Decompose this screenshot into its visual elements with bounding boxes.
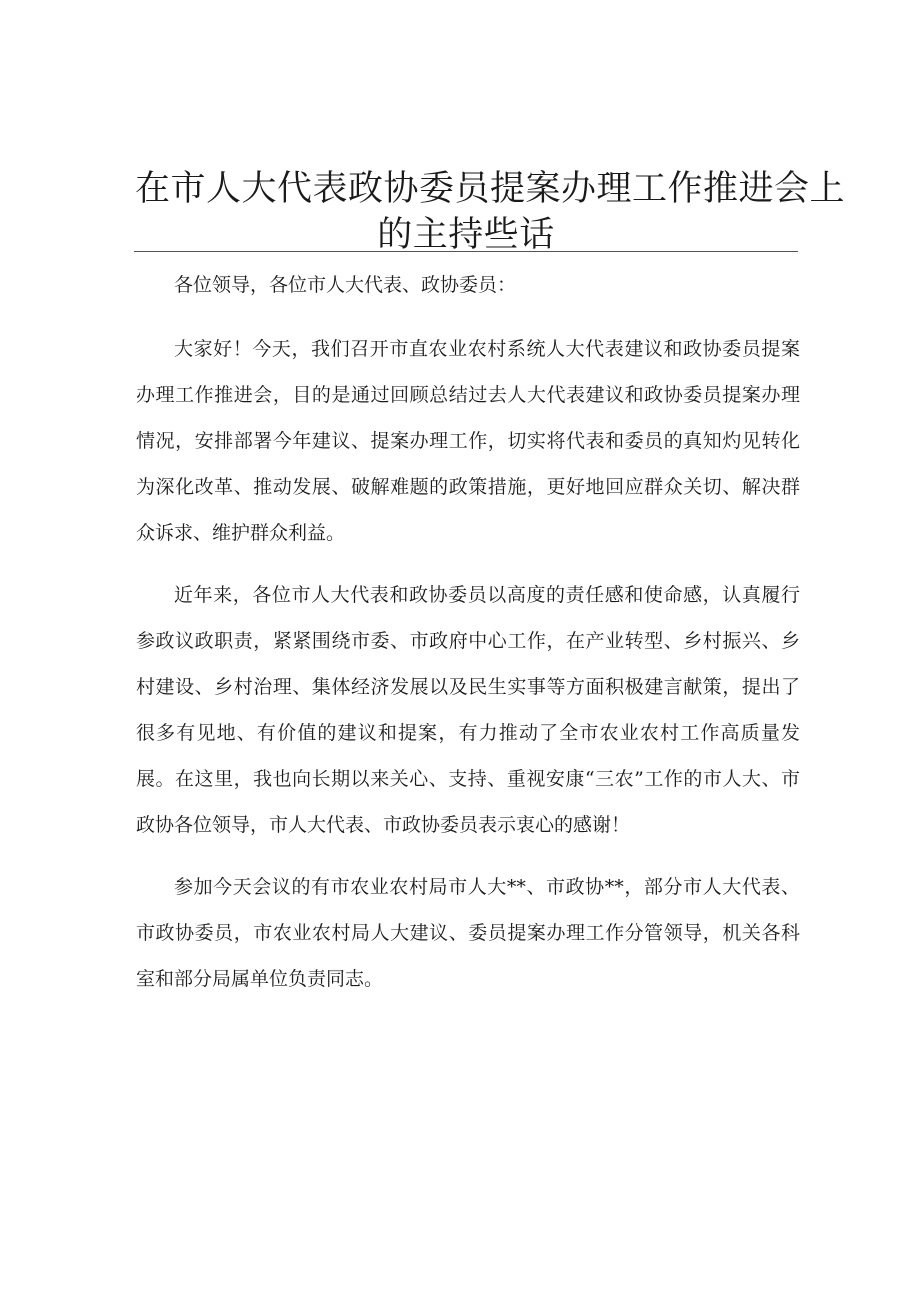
title-underline bbox=[134, 251, 798, 252]
title-line-1: 在市人大代表政协委员提案办理工作推进会上 bbox=[135, 169, 846, 209]
document-title bbox=[135, 166, 846, 258]
paragraph-1: 大家好！今天，我们召开市直农业农村系统人大代表建议和政协委员提案办理工作推进会，目的是通过回顾总结过去人大代表建议和政协委员提案办理情况，安排部署今年建议、提案办理工作，切实将代表和委员的真知灼见转化为深化改革、推动发展、破解难题的政策措施，更好地回应群众关切、解决群众诉求、维护群众利益。 bbox=[136, 338, 800, 544]
document-body bbox=[136, 262, 800, 1018]
paragraph-2: 近年来，各位市人大代表和政协委员以高度的责任感和使命感，认真履行参政议政职责，紧紧围绕市委、市政府中心工作，在产业转型、乡村振兴、乡村建设、乡村治理、集体经济发展以及民生实事等方面积极建言献策，提出了很多有见地、有价值的建议和提案，有力推动了全市农业农村工作高质量发展。在这里，我也向长期以来关心、支持、重视安康“三农”工作的市人大、市政协各位领导，市人大代表、市政协委员表示衷心的感谢！ bbox=[136, 584, 800, 836]
salutation: 各位领导，各位市人大代表、政协委员： bbox=[174, 274, 517, 296]
title-line-2: 的主持些话 bbox=[377, 215, 555, 255]
paragraph-3: 参加今天会议的有市农业农村局市人大**、市政协**，部分市人大代表、市政协委员，市农业农村局人大建议、委员提案办理工作分管领导，机关各科室和部分局属单位负责同志。 bbox=[136, 876, 800, 990]
